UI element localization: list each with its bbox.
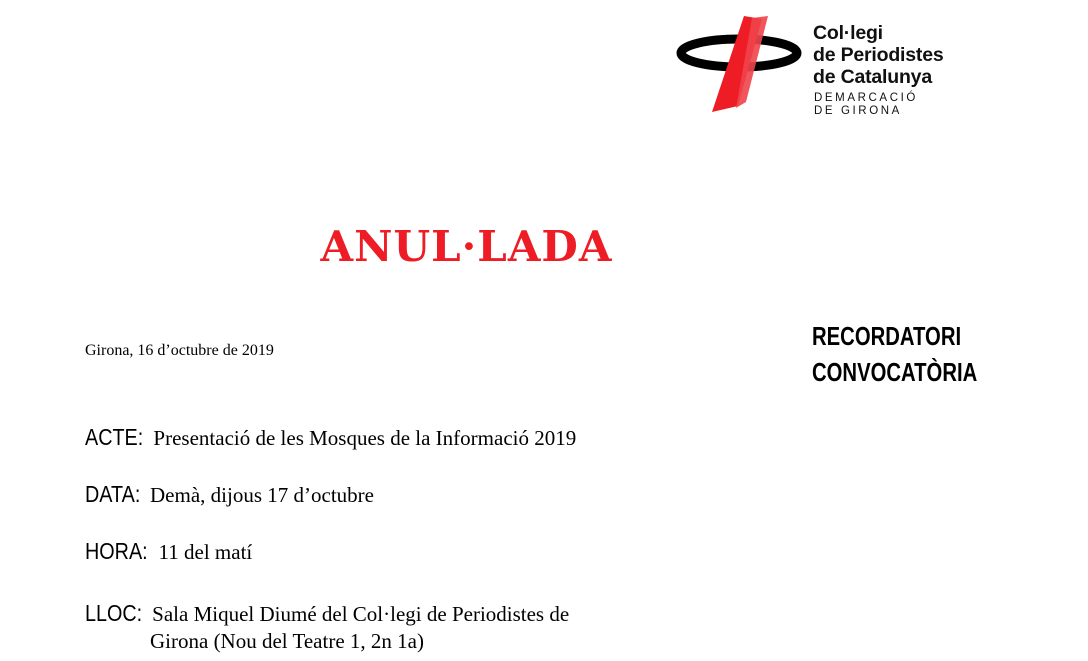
reminder-title-line: CONVOCATÒRIA	[812, 357, 978, 387]
field-label: ACTE:	[85, 424, 144, 450]
field-value: Presentació de les Mosques de la Informació 2019	[153, 426, 577, 450]
document-date: Girona, 16 d’octubre de 2019	[85, 342, 274, 359]
field-value: Sala Miquel Diumé del Col·legi de Periodistes de	[152, 602, 570, 626]
organization-division	[814, 92, 918, 118]
field-label: DATA:	[85, 481, 141, 507]
organization-logo	[676, 14, 976, 124]
field-value-continuation: Girona (Nou del Teatre 1, 2n 1a)	[150, 629, 424, 653]
organization-name	[813, 22, 944, 88]
logo-mark-icon	[676, 14, 811, 114]
division-line: DE GIRONA	[814, 105, 902, 117]
organization-name-line: de Catalunya	[813, 66, 932, 88]
event-field-hora	[85, 537, 252, 566]
event-field-lloc	[85, 599, 570, 653]
organization-name-line: Col·legi	[813, 22, 883, 44]
event-field-acte	[85, 423, 576, 452]
reminder-title-line: RECORDATORI	[812, 321, 962, 351]
field-label: LLOC:	[85, 600, 143, 626]
event-field-data	[85, 480, 374, 509]
organization-name-line: de Periodistes	[813, 44, 944, 66]
field-value: 11 del matí	[158, 540, 253, 564]
field-label: HORA:	[85, 538, 148, 564]
field-value: Demà, dijous 17 d’octubre	[150, 483, 374, 507]
cancelled-heading: ANUL·LADA	[320, 222, 613, 271]
division-line: DEMARCACIÓ	[814, 92, 918, 104]
reminder-title	[812, 318, 977, 390]
